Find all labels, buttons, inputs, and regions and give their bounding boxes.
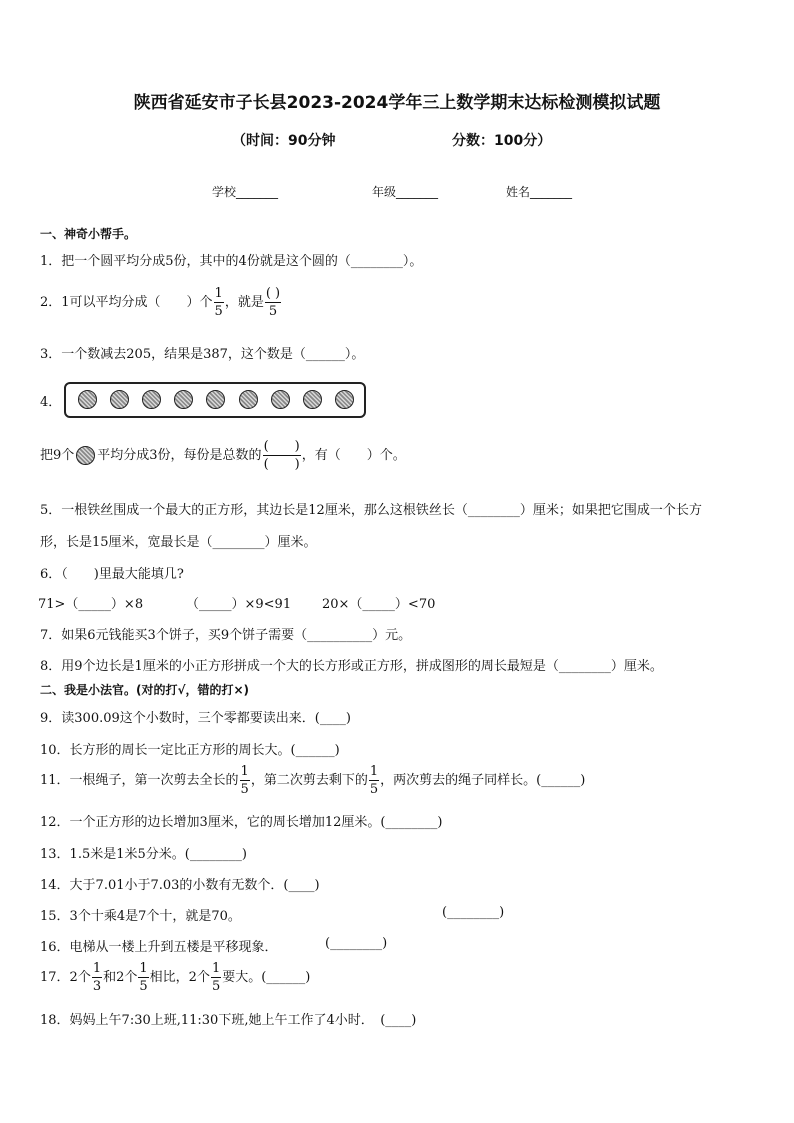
fraction <box>92 962 102 993</box>
question-2-prefix: 2．1可以平均分成（ ）个 <box>40 295 213 310</box>
question-10: 10．长方形的周长一定比正方形的周长大。(______) <box>40 743 340 758</box>
question-17-a: 17．2个 <box>40 970 91 985</box>
section-1-heading: 一、神奇小帮手。 <box>40 227 137 241</box>
question-18: 18．妈妈上午7:30上班,11:30下班,她上午工作了4小时． (____) <box>40 1013 417 1028</box>
denominator: 5 <box>268 304 278 319</box>
numerator: ( ) <box>263 439 300 454</box>
bead-icon <box>239 390 258 409</box>
numerator: 1 <box>240 764 249 779</box>
numerator: 1 <box>92 961 102 976</box>
school-field: 学校_______ <box>212 185 279 199</box>
question-4-mid: 平均分成3份，每份是总数的 <box>97 448 262 463</box>
question-15-answer: (________) <box>442 905 505 920</box>
question-11-c: ，两次剪去的绳子同样长。(______) <box>380 773 586 788</box>
bead-icon <box>303 390 322 409</box>
numerator: 1 <box>211 961 221 976</box>
question-17-d: 要大。(______) <box>222 970 311 985</box>
denominator: 5 <box>240 782 249 797</box>
bead-icon <box>206 390 225 409</box>
bead-bar <box>64 382 366 418</box>
question-15: 15．3个十乘4是7个十，就是70。 <box>40 909 241 924</box>
denominator: 5 <box>139 979 148 994</box>
page-title: 陕西省延安市子长县2023-2024学年三上数学期末达标检测模拟试题 <box>133 93 661 113</box>
question-11-b: ，第二次剪去剩下的 <box>250 773 368 788</box>
fraction <box>265 287 281 318</box>
question-13: 13．1.5米是1米5分米。(________) <box>40 847 247 862</box>
numerator: ( ) <box>265 286 281 301</box>
question-7: 7．如果6元钱能买3个饼子，买9个饼子需要（__________）元。 <box>40 628 412 643</box>
question-17 <box>40 962 310 993</box>
question-1: 1．把一个圆平均分成5份，其中的4份就是这个圆的（________）。 <box>40 254 423 269</box>
question-6-expr-3: 20×（_____）<70 <box>322 597 436 612</box>
fraction <box>211 962 221 993</box>
question-9: 9．读300.09这个小数时，三个零都要读出来．(____) <box>40 711 351 726</box>
question-8: 8．用9个边长是1厘米的小正方形拼成一个大的长方形或正方形，拼成图形的周长最短是（________）厘米。 <box>40 659 663 674</box>
question-4-suffix: ，有（ ）个。 <box>301 448 406 463</box>
bead-icon <box>76 446 95 465</box>
numerator: 1 <box>214 286 223 301</box>
time-limit: （时间：90分钟 <box>232 133 336 149</box>
fraction <box>138 962 148 993</box>
question-3: 3．一个数减去205，结果是387，这个数是（______）。 <box>40 347 365 362</box>
bead-icon <box>142 390 161 409</box>
denominator: 5 <box>214 304 223 319</box>
question-11 <box>40 765 585 796</box>
question-11-a: 11．一根绳子，第一次剪去全长的 <box>40 773 239 788</box>
numerator: 1 <box>139 961 148 976</box>
fraction <box>214 287 224 318</box>
bead-icon <box>110 390 129 409</box>
question-16-answer: (________) <box>325 936 388 951</box>
question-2-mid: ，就是 <box>224 295 264 310</box>
name-field: 姓名_______ <box>506 185 573 199</box>
grade-field: 年级_______ <box>372 185 439 199</box>
denominator: ( ) <box>263 457 300 472</box>
question-17-b: 和2个 <box>103 970 138 985</box>
bead-icon <box>174 390 193 409</box>
question-4-number: 4． <box>40 395 62 410</box>
bead-icon <box>78 390 97 409</box>
numerator: 1 <box>369 764 379 779</box>
question-4 <box>40 440 406 471</box>
question-12: 12．一个正方形的边长增加3厘米，它的周长增加12厘米。(________) <box>40 815 443 830</box>
question-6-expr-2: （_____）×9<91 <box>186 597 292 612</box>
fraction <box>263 440 301 471</box>
question-4-prefix: 把9个 <box>40 448 75 463</box>
denominator: 3 <box>92 979 102 994</box>
bead-icon <box>335 390 354 409</box>
question-14: 14．大于7.01小于7.03的小数有无数个．(____) <box>40 878 320 893</box>
total-score: 分数：100分） <box>452 133 552 149</box>
question-16: 16．电梯从一楼上升到五楼是平移现象． <box>40 940 278 955</box>
question-5-line-2: 形，长是15厘米，宽最长是（________）厘米。 <box>40 535 317 550</box>
question-17-c: 相比，2个 <box>149 970 210 985</box>
question-2 <box>40 287 282 318</box>
fraction <box>369 765 379 796</box>
bead-icon <box>271 390 290 409</box>
denominator: 5 <box>211 979 221 994</box>
section-2-heading: 二、我是小法官。(对的打√，错的打×) <box>40 683 250 697</box>
question-6-expr-1: 71>（_____）×8 <box>38 597 144 612</box>
fraction <box>240 765 250 796</box>
question-5-line-1: 5．一根铁丝围成一个最大的正方形，其边长是12厘米，那么这根铁丝长（________）厘米；如果把它围成一个长方 <box>40 503 702 518</box>
question-6: 6．（ )里最大能填几? <box>40 567 184 582</box>
denominator: 5 <box>369 782 379 797</box>
